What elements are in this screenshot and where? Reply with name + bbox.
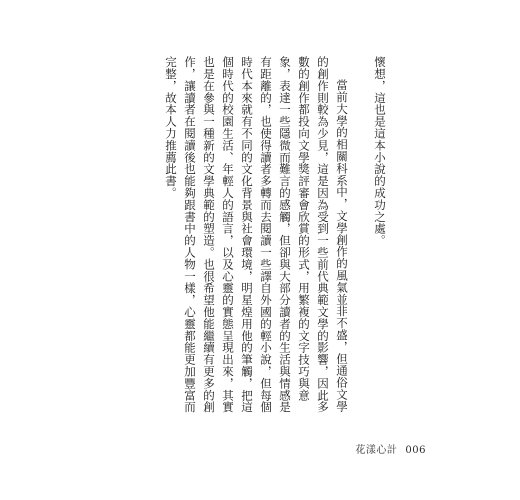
paragraph-main: 當前大學的相關科系中，文學創作的風氣並非不盛，但通俗文學的創作則較為少見，這是因為受到一些前代典範文學的影響，因此多數的創作都投向文學獎評審會欣賞的形式，用繁複的文字技巧與意象，表達一些隱微而難言的感觸，但卻與大部分讀者的生活與情感是有距離的，也使得讀者多轉而去閱讀一些譯自外國的輕小說，但每個時代本來就有不同的文化背景與社會環境，明星煌用他的筆觸，把這個時代的校園生活、年輕人的語言，以及心靈的實態呈現出來，其實也是在參與一種新的文學典範的塑造。也很希望他能繼續有更多的創作，讓讀者在閱讀後也能夠跟書中的人物一樣，心靈都能更加豐富而完整，故本人力推薦此書。 (164, 56, 349, 413)
vertical-text-block (128, 56, 408, 416)
paragraph-closing: 懷想，這也是這本小說的成功之處。 (373, 56, 387, 247)
running-title: 花漾心計 (355, 445, 398, 456)
page-number: 006 (405, 445, 426, 456)
page-footer (355, 441, 426, 456)
